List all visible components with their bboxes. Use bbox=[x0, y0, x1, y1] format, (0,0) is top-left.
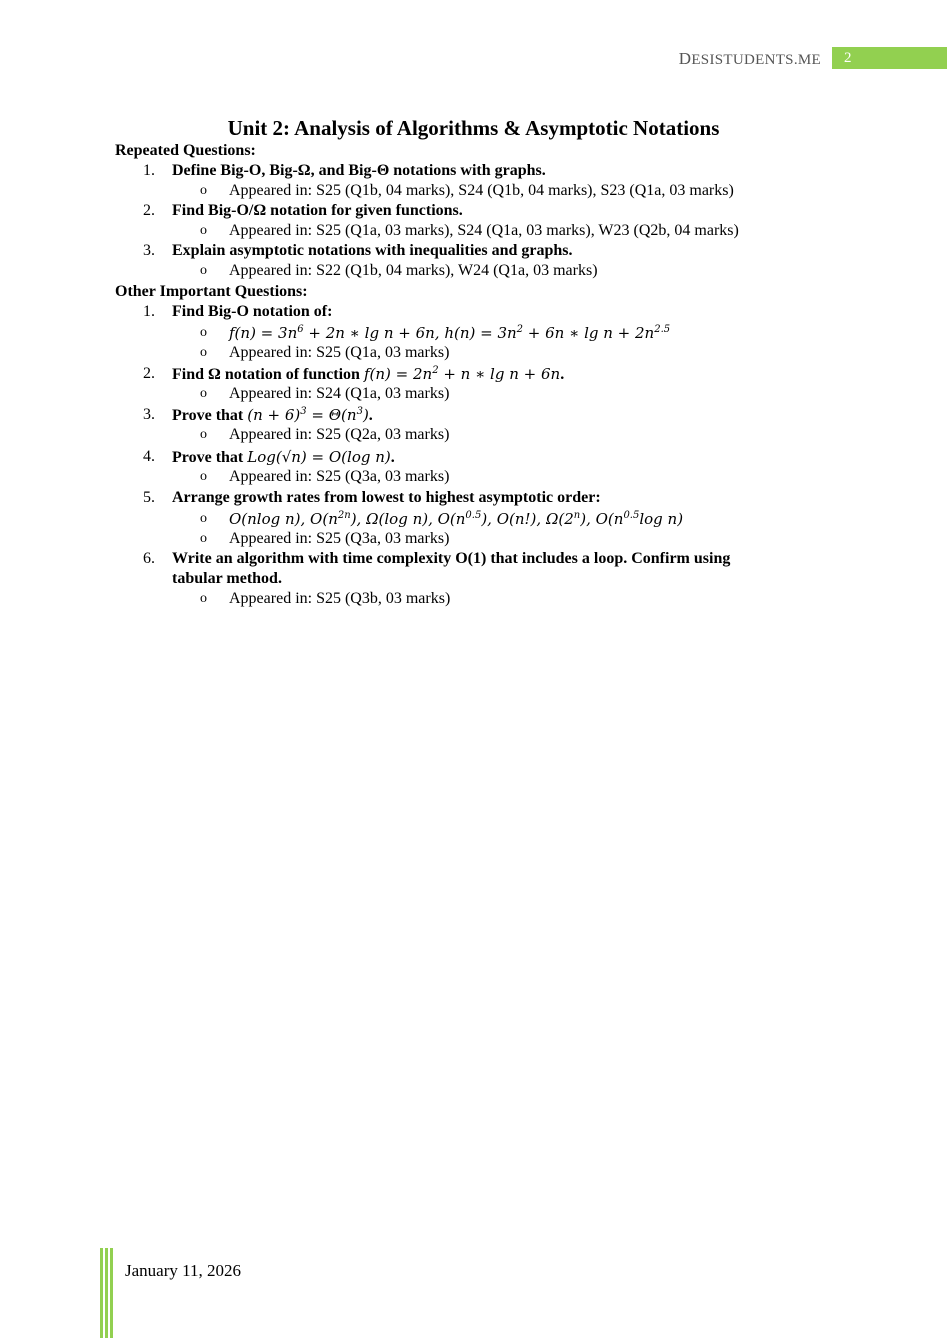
oq4-text-a: Prove that bbox=[172, 449, 248, 466]
oq1-formula-part-c: + 6n ∗ lg n + 2n bbox=[523, 324, 655, 342]
oq2-formula-part-b: + n ∗ lg n + 6n bbox=[438, 365, 561, 383]
oq3-formula bbox=[247, 406, 369, 424]
oq5-formula-part-b: ), Ω(log n), O(n bbox=[350, 510, 466, 528]
oq5-appeared: Appeared in: S25 (Q3a, 03 marks) bbox=[229, 530, 450, 547]
oq3-number: 3. bbox=[143, 406, 155, 423]
oq5-appeared-bullet: o bbox=[200, 531, 207, 546]
site-name-tld: ME bbox=[797, 52, 821, 68]
rq3-text: Explain asymptotic notations with inequalities and graphs. bbox=[172, 242, 573, 259]
oq1-formula-part-a: f(n) = 3n bbox=[229, 324, 298, 342]
oq3-text-b: . bbox=[368, 407, 373, 424]
oq3-text-a: Prove that bbox=[172, 407, 248, 424]
oq4-text bbox=[172, 447, 395, 468]
page-title: Unit 2: Analysis of Algorithms & Asymptotic Notations bbox=[227, 116, 720, 140]
oq5-formula-bullet: o bbox=[200, 511, 207, 526]
oq1-formula-sup-1: 6 bbox=[297, 324, 304, 335]
oq5-formula-sup-a: 2n bbox=[337, 510, 351, 521]
oq4-formula: Log(√n) = O(log n) bbox=[247, 448, 391, 466]
page-number: 2 bbox=[832, 47, 947, 69]
rq2-bullet: o bbox=[200, 223, 207, 238]
oq3-formula-sup-2: 3 bbox=[356, 406, 363, 417]
oq6-number: 6. bbox=[143, 550, 155, 567]
oq5-number: 5. bbox=[143, 489, 155, 506]
oq6-appeared-bullet: o bbox=[200, 591, 207, 606]
oq6-appeared: Appeared in: S25 (Q3b, 03 marks) bbox=[229, 590, 451, 607]
footer-date: January 11, 2026 bbox=[125, 1261, 241, 1280]
oq1-formula-bullet: o bbox=[200, 325, 207, 340]
site-name-initial: D bbox=[678, 49, 692, 68]
rq1-bullet: o bbox=[200, 183, 207, 198]
oq5-formula-part-a: O(nlog n), O(n bbox=[229, 510, 338, 528]
oq3-formula-sup-1: 3 bbox=[300, 406, 307, 417]
oq2-text-b: . bbox=[560, 366, 565, 383]
oq5-formula-part-c: ), O(n!), Ω(2 bbox=[481, 510, 574, 528]
oq1-formula-sup-2: 2 bbox=[516, 324, 524, 335]
site-name bbox=[679, 49, 821, 69]
oq1-text: Find Big-O notation of: bbox=[172, 303, 333, 320]
site-name-dot: . bbox=[793, 52, 798, 68]
oq2-formula-part-a: f(n) = 2n bbox=[363, 365, 433, 383]
other-heading: Other Important Questions: bbox=[115, 283, 308, 300]
oq1-formula bbox=[229, 323, 670, 343]
oq1-formula-sup-3: 2.5 bbox=[654, 324, 671, 335]
oq3-appeared-bullet: o bbox=[200, 427, 207, 442]
oq2-number: 2. bbox=[143, 365, 155, 382]
oq4-appeared: Appeared in: S25 (Q3a, 03 marks) bbox=[229, 468, 450, 485]
footer-bar-3 bbox=[110, 1248, 113, 1338]
oq3-formula-part-b: = Θ(n bbox=[306, 406, 357, 424]
oq3-formula-part-a: (n + 6) bbox=[247, 406, 301, 424]
oq5-formula-part-e: log n) bbox=[639, 510, 684, 528]
footer-bar-2 bbox=[105, 1248, 108, 1338]
oq3-text bbox=[172, 405, 373, 426]
oq2-appeared: Appeared in: S24 (Q1a, 03 marks) bbox=[229, 385, 450, 402]
rq1-appeared: Appeared in: S25 (Q1b, 04 marks), S24 (Q1b, 04 marks), S23 (Q1a, 03 marks) bbox=[229, 182, 734, 199]
oq1-appeared-bullet: o bbox=[200, 345, 207, 360]
oq2-formula bbox=[364, 365, 560, 383]
repeated-heading: Repeated Questions: bbox=[115, 142, 256, 159]
oq5-formula bbox=[229, 509, 683, 529]
site-name-rest: ESISTUDENTS bbox=[691, 52, 794, 68]
footer-bar-1 bbox=[100, 1248, 103, 1338]
oq3-appeared: Appeared in: S25 (Q2a, 03 marks) bbox=[229, 426, 450, 443]
rq2-text: Find Big-O/Ω notation for given functions. bbox=[172, 202, 463, 219]
oq5-formula-part-d: ), O(n bbox=[580, 510, 624, 528]
rq2-appeared: Appeared in: S25 (Q1a, 03 marks), S24 (Q1a, 03 marks), W23 (Q2b, 04 marks) bbox=[229, 222, 739, 239]
rq1-number: 1. bbox=[143, 162, 155, 179]
rq1-text: Define Big-O, Big-Ω, and Big-Θ notations with graphs. bbox=[172, 162, 546, 179]
oq3-formula-part-c: ) bbox=[362, 406, 369, 424]
oq5-text: Arrange growth rates from lowest to highest asymptotic order: bbox=[172, 489, 601, 506]
oq1-formula-part-b: + 2n ∗ lg n + 6n, h(n) = 3n bbox=[303, 324, 517, 342]
oq4-number: 4. bbox=[143, 448, 155, 465]
oq5-formula-sup-c: n bbox=[573, 510, 581, 521]
rq3-appeared: Appeared in: S22 (Q1b, 04 marks), W24 (Q1a, 03 marks) bbox=[229, 262, 598, 279]
oq2-text-a: Find Ω notation of function bbox=[172, 366, 364, 383]
oq1-appeared: Appeared in: S25 (Q1a, 03 marks) bbox=[229, 344, 450, 361]
oq4-text-b: . bbox=[390, 449, 395, 466]
oq1-number: 1. bbox=[143, 303, 155, 320]
rq3-bullet: o bbox=[200, 263, 207, 278]
oq5-formula-sup-b: 0.5 bbox=[465, 510, 482, 521]
oq4-appeared-bullet: o bbox=[200, 469, 207, 484]
oq5-formula-sup-d: 0.5 bbox=[623, 510, 640, 521]
oq6-text-line2: tabular method. bbox=[172, 570, 282, 587]
oq2-appeared-bullet: o bbox=[200, 386, 207, 401]
rq3-number: 3. bbox=[143, 242, 155, 259]
oq2-text bbox=[172, 364, 564, 385]
oq2-formula-sup: 2 bbox=[432, 365, 439, 376]
oq6-text-line1: Write an algorithm with time complexity O(1) that includes a loop. Confirm using bbox=[172, 550, 731, 567]
rq2-number: 2. bbox=[143, 202, 155, 219]
